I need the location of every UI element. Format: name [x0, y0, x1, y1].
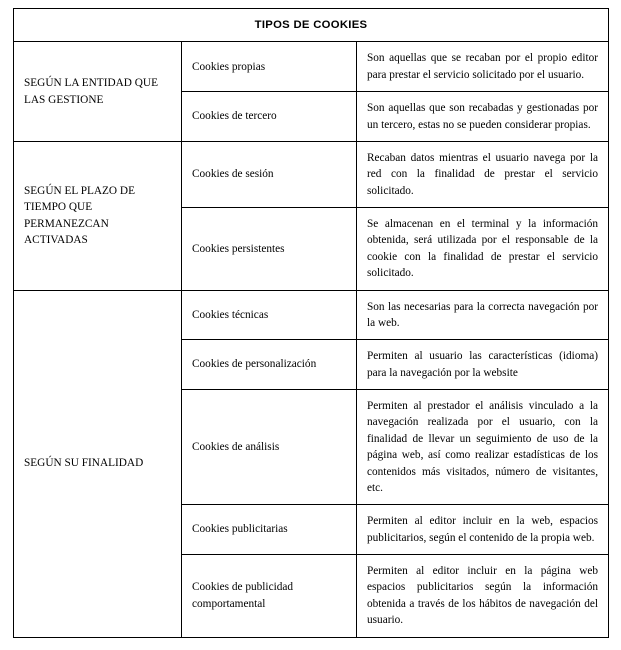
table-title-row — [14, 9, 609, 42]
type-cell: Cookies de publicidad comportamental — [182, 555, 357, 638]
table-row — [14, 141, 609, 207]
type-cell: Cookies persistentes — [182, 208, 357, 291]
description-cell: Permiten al prestador el análisis vinculado a la navegación realizada por el usuario, con la finalidad de llevar un seguimiento de uso de la página web, así como realizar estadísticas de los contenidos más visitados, número de visitantes, etc. — [357, 390, 609, 505]
description-cell: Son aquellas que se recaban por el propio editor para prestar el servicio solicitado por el usuario. — [357, 42, 609, 92]
cookie-types-table — [13, 8, 609, 638]
description-cell: Se almacenan en el terminal y la información obtenida, será utilizada por el responsable de la cookie con la finalidad de prestar el servicio solicitado. — [357, 208, 609, 291]
category-cell: SEGÚN SU FINALIDAD — [14, 290, 182, 637]
category-cell: SEGÚN LA ENTIDAD QUE LAS GESTIONE — [14, 42, 182, 142]
type-cell: Cookies de personalización — [182, 340, 357, 390]
table-title: TIPOS DE COOKIES — [14, 9, 609, 42]
type-cell: Cookies de análisis — [182, 390, 357, 505]
description-cell: Son las necesarias para la correcta navegación por la web. — [357, 290, 609, 340]
description-cell: Permiten al usuario las características (idioma) para la navegación por la website — [357, 340, 609, 390]
type-cell: Cookies propias — [182, 42, 357, 92]
description-cell: Recaban datos mientras el usuario navega por la red con la finalidad de prestar el servicio solicitado. — [357, 141, 609, 207]
type-cell: Cookies técnicas — [182, 290, 357, 340]
category-cell: SEGÚN EL PLAZO DE TIEMPO QUE PERMANEZCAN ACTIVADAS — [14, 141, 182, 290]
type-cell: Cookies publicitarias — [182, 505, 357, 555]
table-row — [14, 290, 609, 340]
type-cell: Cookies de tercero — [182, 92, 357, 142]
table-row — [14, 42, 609, 92]
type-cell: Cookies de sesión — [182, 141, 357, 207]
description-cell: Permiten al editor incluir en la web, espacios publicitarios, según el contenido de la propia web. — [357, 505, 609, 555]
description-cell: Permiten al editor incluir en la página web espacios publicitarios según la información obtenida a través de los hábitos de navegación del usuario. — [357, 555, 609, 638]
description-cell: Son aquellas que son recabadas y gestionadas por un tercero, estas no se pueden considerar propias. — [357, 92, 609, 142]
